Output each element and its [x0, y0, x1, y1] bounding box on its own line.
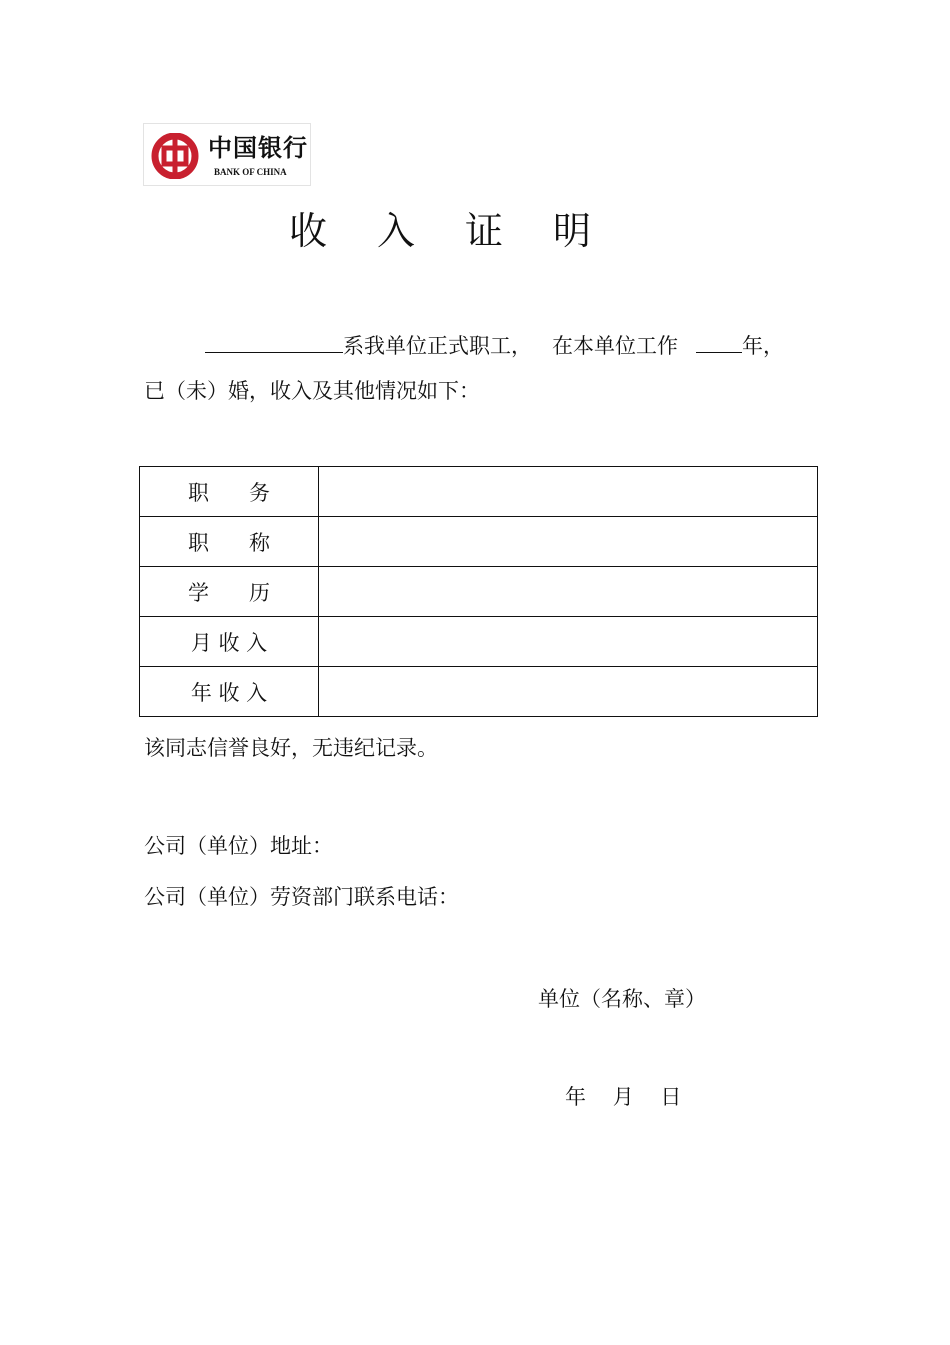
intro-text-c: 年，: [742, 334, 784, 358]
title-char: 收: [289, 209, 328, 253]
logo-chinese-text: 中国银行: [208, 133, 308, 162]
bank-logo: [143, 123, 311, 186]
row-value-position: [319, 467, 818, 517]
years-blank: [696, 330, 742, 353]
row-value-education: [319, 567, 818, 617]
logo-english-text: BANK OF CHINA: [214, 167, 287, 177]
intro-line-1: [205, 330, 784, 360]
name-blank: [205, 330, 343, 353]
intro-line-2: 已（未）婚，收入及其他情况如下：: [144, 379, 480, 403]
row-value-monthly-income: [319, 617, 818, 667]
title-char: 证: [465, 209, 504, 253]
info-table: [139, 466, 818, 717]
table-row: [140, 667, 818, 717]
intro-text-b: 在本单位工作: [552, 334, 678, 358]
title-char: 入: [377, 209, 416, 253]
page-title: [289, 205, 591, 257]
date-label: 年 月 日: [565, 1085, 682, 1109]
bank-of-china-emblem-icon: [150, 133, 200, 179]
table-row: [140, 467, 818, 517]
row-label-annual-income: 年 收 入: [140, 667, 319, 717]
remark-text: 该同志信誉良好，无违纪记录。: [144, 736, 438, 760]
phone-label: 公司（单位）劳资部门联系电话：: [144, 885, 459, 909]
row-label-education: 学 历: [140, 567, 319, 617]
table-row: [140, 567, 818, 617]
table-row: [140, 617, 818, 667]
address-label: 公司（单位）地址：: [144, 834, 333, 858]
row-label-position: 职 务: [140, 467, 319, 517]
seal-label: 单位（名称、章）: [538, 987, 706, 1011]
table-row: [140, 517, 818, 567]
row-value-annual-income: [319, 667, 818, 717]
row-label-title: 职 称: [140, 517, 319, 567]
row-label-monthly-income: 月 收 入: [140, 617, 319, 667]
row-value-title: [319, 517, 818, 567]
title-char: 明: [553, 209, 592, 253]
intro-text-a: 系我单位正式职工，: [343, 334, 532, 358]
